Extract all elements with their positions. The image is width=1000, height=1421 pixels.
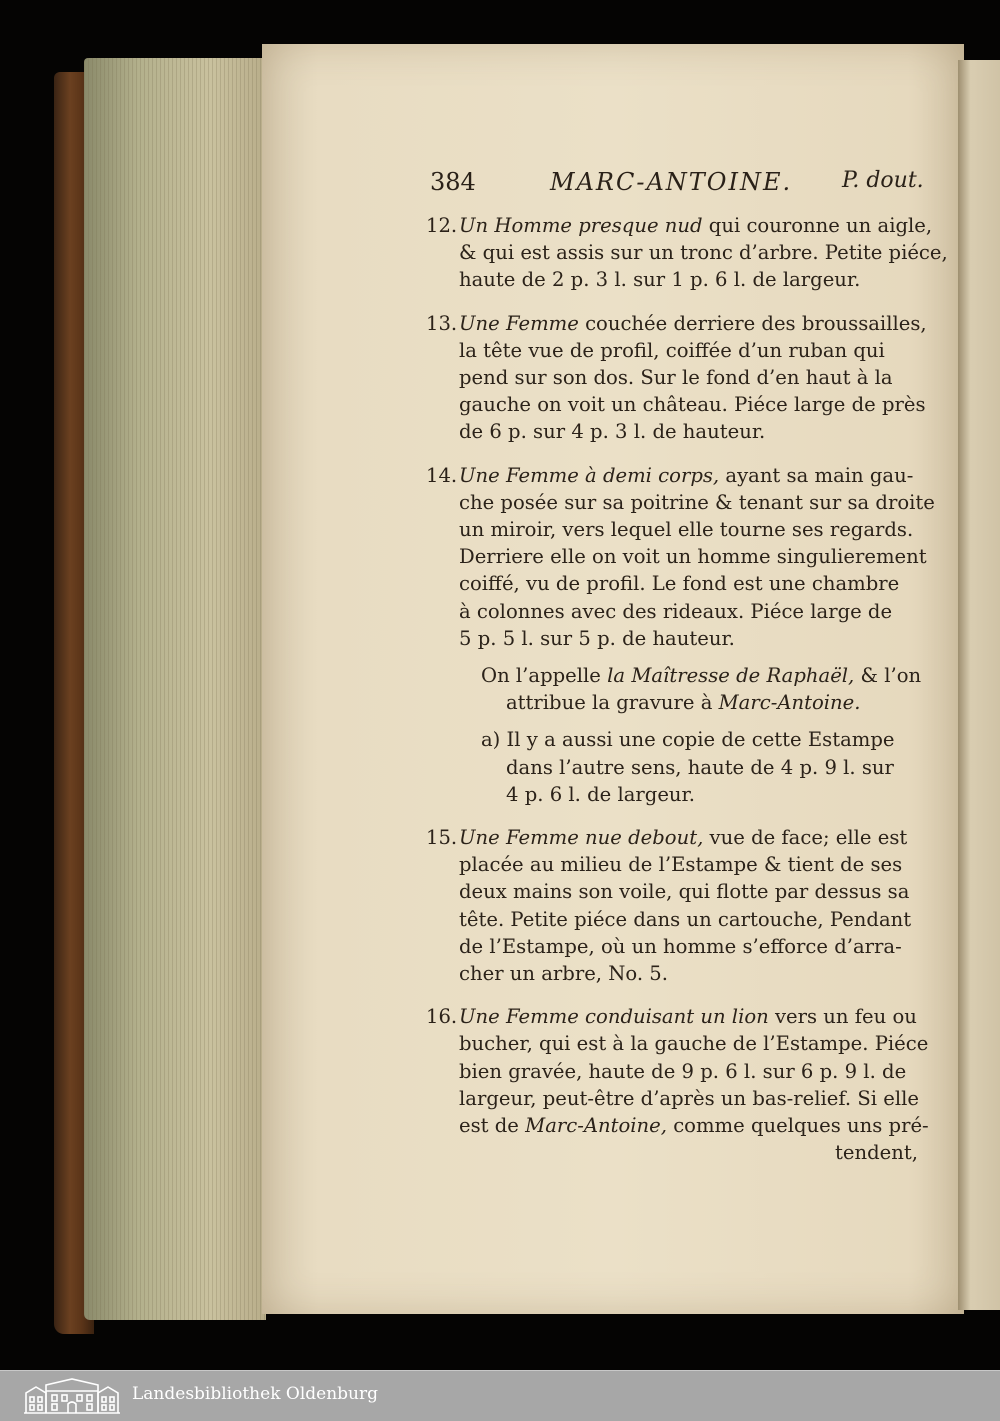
subnote-line: 4 p. 6 l. de largeur. xyxy=(506,782,695,806)
entry-title: Une Femme nue debout, xyxy=(459,826,704,850)
note-engraver: Marc-Antoine. xyxy=(718,691,861,715)
entry-line: à colonnes avec des rideaux. Piéce large de xyxy=(459,599,893,623)
note-text: On l’appelle xyxy=(481,664,608,688)
entry-line: de 6 p. sur 4 p. 3 l. de hauteur. xyxy=(459,420,766,444)
running-right: P. dout. xyxy=(842,168,924,193)
entry-first-line xyxy=(426,1003,918,1030)
entry-line xyxy=(426,1112,929,1139)
entry-line: deux mains son voile, qui flotte par dessus sa xyxy=(459,880,910,904)
note-line xyxy=(426,689,918,716)
entry-first-line xyxy=(426,212,933,239)
entry-text: comme quelques uns pré- xyxy=(666,1114,929,1138)
entry-line: Derriere elle on voit un homme singulierement xyxy=(459,545,927,569)
entry-text: couchée derriere des broussailles, xyxy=(578,311,927,335)
entry-text: est de xyxy=(459,1114,526,1138)
page-block-edges xyxy=(84,58,266,1320)
catalogue-entry xyxy=(426,462,935,652)
entry-line: de l’Estampe, où un homme s’efforce d’arra- xyxy=(459,934,902,958)
entry-number: 16. xyxy=(426,1005,458,1029)
entry-note xyxy=(426,662,922,716)
catalogue-entry xyxy=(426,310,927,446)
entry-number: 14. xyxy=(426,463,458,487)
entry-line: bien gravée, haute de 9 p. 6 l. sur 6 p. 9 l. de xyxy=(459,1059,907,1083)
entry-text: vers un feu ou xyxy=(768,1005,917,1029)
catalogue-entry xyxy=(426,1003,929,1166)
catalogue-entry xyxy=(426,212,948,294)
note-line xyxy=(426,662,922,689)
entry-line: 5 p. 5 l. sur 5 p. de hauteur. xyxy=(459,626,735,650)
entry-number: 12. xyxy=(426,214,458,237)
entry-number: 15. xyxy=(426,826,458,850)
entry-text: vue de face; elle est xyxy=(703,826,908,850)
entry-title: Une Femme xyxy=(459,311,579,335)
entry-line: haute de 2 p. 3 l. sur 1 p. 6 l. de largeur. xyxy=(459,268,861,292)
entry-title: Une Femme conduisant un lion xyxy=(459,1005,769,1029)
library-building-icon xyxy=(22,1377,122,1415)
page-body xyxy=(426,212,948,1167)
entry-title: Un Homme presque nud xyxy=(459,214,703,237)
entry-line: pend sur son dos. Sur le fond d’en haut à la xyxy=(459,366,893,390)
catalogue-entry xyxy=(426,824,918,987)
entry-line: gauche on voit un château. Piéce large de près xyxy=(459,393,926,417)
library-footer-bar xyxy=(0,1370,1000,1421)
entry-line: & qui est assis sur un tronc d’arbre. Petite piéce, xyxy=(459,241,948,265)
entry-first-line xyxy=(426,310,927,337)
running-title: MARC-ANTOINE. xyxy=(550,168,793,196)
entry-line: bucher, qui est à la gauche de l’Estampe. Piéce xyxy=(459,1032,929,1056)
subnote-line: a) Il y a aussi une copie de cette Estampe xyxy=(481,728,895,752)
entry-line: un miroir, vers lequel elle tourne ses regards. xyxy=(459,518,914,542)
entry-line: tête. Petite piéce dans un cartouche, Pendant xyxy=(459,907,912,931)
entry-first-line xyxy=(426,824,918,851)
running-header xyxy=(430,168,930,200)
note-title: la Maîtresse de Raphaël, xyxy=(607,664,855,688)
entry-line: cher un arbre, No. 5. xyxy=(459,962,669,986)
entry-subnote xyxy=(426,726,918,808)
entry-line: che posée sur sa poitrine & tenant sur sa droite xyxy=(459,490,935,514)
entry-engraver: Marc-Antoine, xyxy=(525,1114,667,1138)
library-name: Landesbibliothek Oldenburg xyxy=(132,1384,379,1404)
entry-text: qui couronne un aigle, xyxy=(702,214,933,237)
entry-first-line xyxy=(426,462,918,489)
entry-line: largeur, peut-être d’après un bas-relief. Si elle xyxy=(459,1086,920,1110)
note-text: attribue la gravure à xyxy=(506,691,719,715)
entry-line: placée au milieu de l’Estampe & tient de ses xyxy=(459,853,903,877)
note-text: & l’on xyxy=(854,664,922,688)
entry-line: coiffé, vu de profil. Le fond est une chambre xyxy=(459,572,900,596)
entry-line: la tête vue de profil, coiffée d’un ruban qui xyxy=(459,338,885,362)
right-page-edge xyxy=(958,60,1000,1310)
entry-number: 13. xyxy=(426,311,458,335)
catchword: tendent, xyxy=(835,1141,918,1165)
page-number: 384 xyxy=(430,168,476,196)
entry-title: Une Femme à demi corps, xyxy=(459,463,720,487)
entry-text: ayant sa main gau- xyxy=(719,463,914,487)
subnote-line: dans l’autre sens, haute de 4 p. 9 l. sur xyxy=(506,755,894,779)
